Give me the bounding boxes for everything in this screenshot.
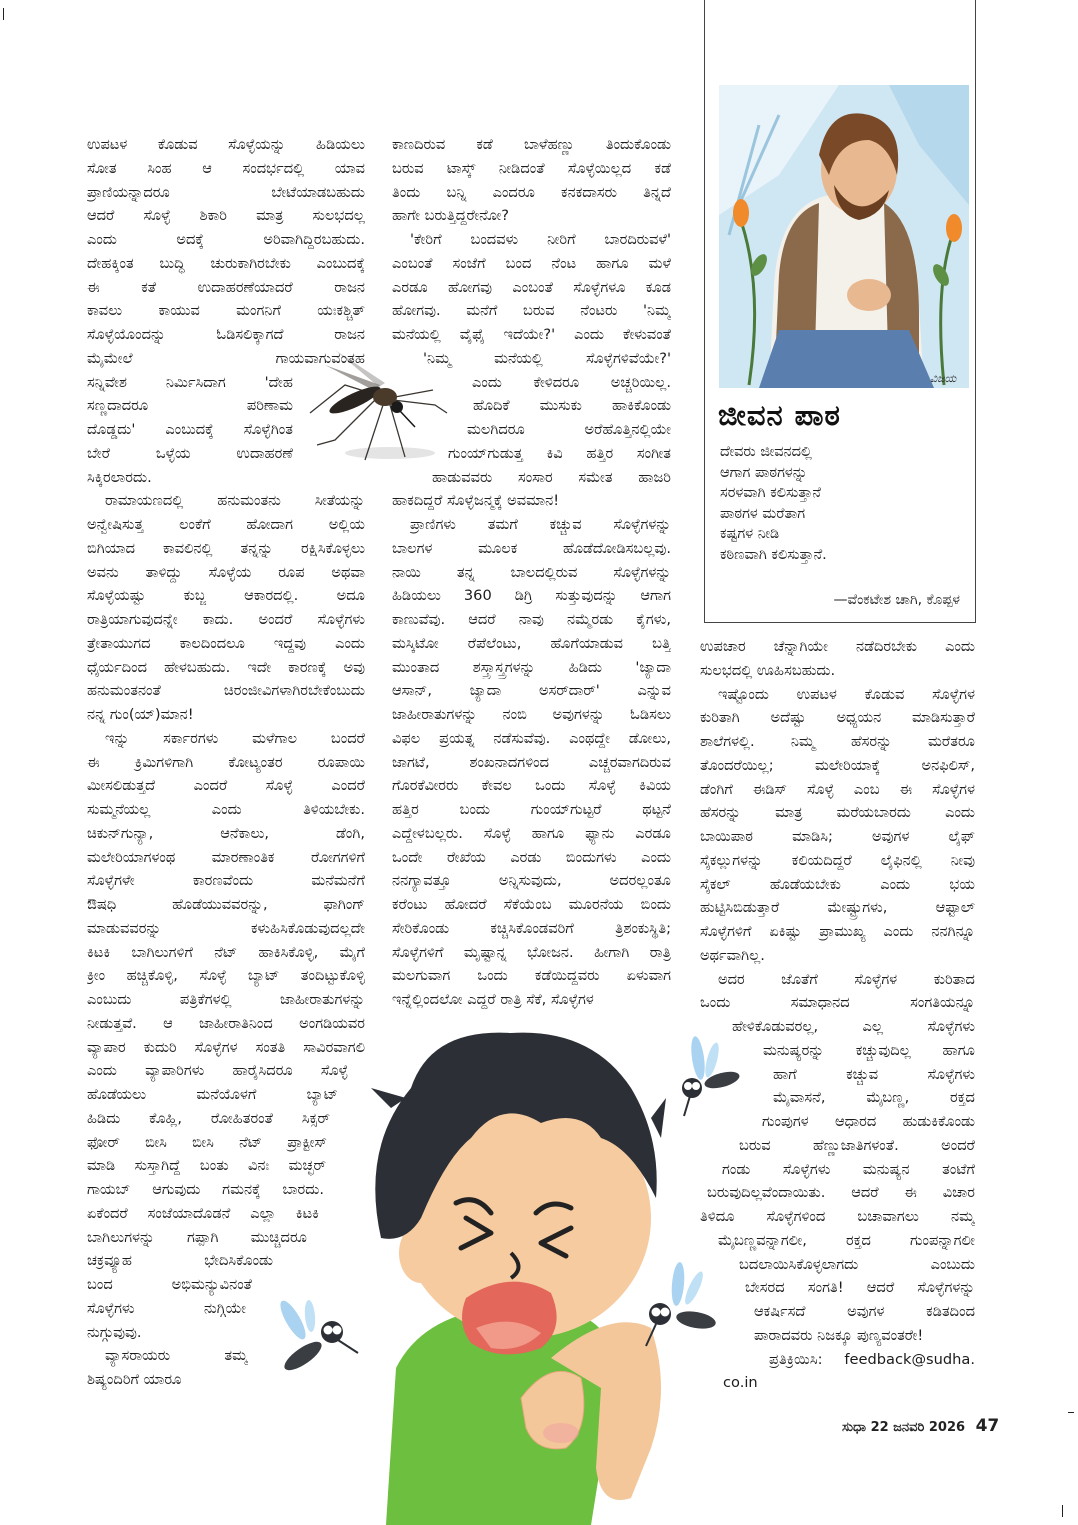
crop-mark	[1062, 1505, 1063, 1517]
article-text-line: ಕಾಣದಿರುವ ಕಡೆ ಬಾಳೆಹಣ್ಣು ತಿಂದುಕೊಂಡು	[392, 136, 671, 153]
article-text-line: ಮಲಗಿದರೂ ಅರೆಹೊತ್ತಿನಲ್ಲಿಯೇ	[467, 421, 671, 438]
article-text-line: ಎಂಬಂತೆ ಸಂಜೆಗೆ ಬಂದ ನೆಂಟ ಹಾಗೂ ಮಳೆ	[392, 254, 671, 272]
article-text-line: ಸೊಳ್ಳೆಯಷ್ಟು ಕುಬ್ಜ ಆಕಾರದಲ್ಲಿ. ಅದೂ	[87, 587, 365, 605]
article-text-line: ಕಾಣುವೆವು. ಆದರೆ ನಾವು ನಮ್ಮೆರಡು ಕೈಗಳು,	[392, 611, 671, 628]
article-text-line: ವ್ಯಾಸರಾಯರು ತಮ್ಮ	[105, 1347, 248, 1365]
issue-date: 22 ಜನವರಿ 2026	[870, 1420, 966, 1435]
article-text-line: ಬರುವ ಹೆಣ್ಣುಜಾತಿಗಳಂತೆ. ಅಂದರೆ	[739, 1136, 975, 1154]
page-number: 47	[975, 1416, 1000, 1436]
article-text-line: ತೊಂದರೆಯಿಲ್ಲ; ಮಲೇರಿಯಾಕ್ಕೆ ಅನಫಿಲಿಸ್,	[700, 756, 975, 774]
article-text-line: ಬರುವುದಿಲ್ಲವೆಂದಾಯಿತು. ಆದರೆ ಈ ವಿಚಾರ	[707, 1184, 975, 1202]
article-text-line: ಎಂಬುದು ಪತ್ರಿಕೆಗಳಲ್ಲಿ ಜಾಹೀರಾತುಗಳನ್ನು	[87, 991, 365, 1008]
article-text-line: ಸೈಕಲ್ಲುಗಳನ್ನು ಕಲಿಯದಿದ್ದರೆ ಲೈಫಿನಲ್ಲಿ ನೀವು	[700, 851, 975, 869]
article-text-line: ಮಸ್ಕಿಟೋ ರೆಪೆಲೆಂಟು, ಹೊಗೆಯಾಡುವ ಬತ್ತಿ	[392, 634, 671, 652]
article-text-line: ನನ್ನ ಗುಂ(ಯ್)ಮಾನ!	[87, 706, 194, 723]
article-text-line: ಹಾಡುವವರು ಸಂಸಾರ ಸಮೇತ ಹಾಜರಿ	[432, 468, 671, 486]
article-text-line: ಮೈಬಣ್ಣವನ್ನಾಗಲೀ, ರಕ್ತದ ಗುಂಪನ್ನಾಗಲೀ	[718, 1231, 975, 1249]
article-text-line: ಅರ್ಥವಾಗಿಲ್ಲ.	[700, 946, 765, 964]
article-text-line: ಬರುವ ಟಾಸ್ಕ್ ನೀಡಿದಂತೆ ಸೊಳ್ಳೆಯಿಲ್ಲದ ಕಡೆ	[392, 159, 671, 177]
sidebar-illustration-man	[719, 85, 969, 388]
article-text-line: ಪ್ರತಿಕ್ರಿಯಿಸಿ: feedback@sudha.	[769, 1350, 975, 1368]
article-text-line: ಶಾಲೆಗಳಲ್ಲಿ. ನಿಮ್ಮ ಹೆಸರನ್ನು ಮರೆತರೂ	[700, 733, 975, 750]
article-text-line: ಮೈವಾಸನೆ, ಮೈಬಣ್ಣ, ರಕ್ತದ	[773, 1089, 975, 1107]
article-text-line: ಗುಂಯ್‌ಗುಡುತ್ತ ಕಿವಿ ಹತ್ತಿರ ಸಂಗೀತ	[448, 444, 671, 462]
article-text-line: ಹೊಡೆಯಲು ಮನೆಯೊಳಗೆ ಬ್ಯಾಟ್	[87, 1086, 338, 1103]
article-text-line: ಮಲಗುವಾಗ ಒಂದು ಕಡೆಯಿದ್ದವರು ಏಳುವಾಗ	[392, 967, 671, 985]
article-text-line: ಸೊಳ್ಳೆಗಳು ನುಗ್ಗಿಯೇ	[87, 1299, 246, 1317]
article-text-line: ಔಷಧಿ ಹೊಡೆಯುವವರನ್ನು, ಫಾಗಿಂಗ್	[87, 896, 365, 913]
article-text-line: ಕುರಿತಾಗಿ ಅದೆಷ್ಟು ಅಧ್ಯಯನ ಮಾಡಿಸುತ್ತಾರೆ	[700, 709, 975, 727]
article-text-line: ಬಿಗಿಯಾದ ಕಾವಲಿನಲ್ಲಿ ತನ್ನನ್ನು ರಕ್ಷಿಸಿಕೊಳ್ಳಲು	[87, 539, 365, 557]
article-text-line: ವಿಫಲ ಪ್ರಯತ್ನ ನಡೆಸುವೆವು. ಎಂಥದ್ದೇ ಡೋಲು,	[392, 729, 671, 747]
article-text-line: ಬೇರೆ ಒಳ್ಳೆಯ ಉದಾಹರಣೆ	[87, 444, 293, 462]
article-text-line: ಮಲೇರಿಯಾಗಳಂಥ ಮಾರಣಾಂತಿಕ ರೋಗಗಳಿಗೆ	[87, 848, 365, 866]
article-text-line: ಕಿಟಕಿ ಬಾಗಿಲುಗಳಿಗೆ ನೆಟ್ ಹಾಕಿಸಿಕೊಳ್ಳಿ, ಮೈಗೆ	[87, 943, 365, 961]
article-text-line: ಮುಂತಾದ ಶಸ್ತ್ರಾಸ್ತ್ರಗಳನ್ನು ಹಿಡಿದು 'ಜ್ಯಾದಾ	[392, 658, 671, 676]
article-text-line: ಎಂದು ವ್ಯಾಪಾರಿಗಳು ಹಾರೈಸಿದರೂ ಸೊಳ್ಳೆ	[87, 1062, 348, 1080]
article-text-line: ಹಾಕದಿದ್ದರೆ ಸೊಳ್ಳೆಜನ್ಮಕ್ಕೆ ಅವಮಾನ!	[392, 492, 560, 510]
article-text-line: ಹಾಗೆ ಕಚ್ಚುವ ಸೊಳ್ಳೆಗಳು	[773, 1065, 975, 1083]
poem-line: ಆಗಾಗ ಪಾಠಗಳನ್ನು	[720, 464, 808, 481]
article-text-line: ಎರಡೂ ಹೋಗವು ಎಂಬಂತೆ ಸೊಳ್ಳೆಗಳೂ ಕೂಡ	[392, 278, 671, 296]
article-text-line: ಪ್ರಾಣಿಗಳು ತಮಗೆ ಕಚ್ಚುವ ಸೊಳ್ಳೆಗಳನ್ನು	[410, 516, 671, 533]
article-text-line: ಬೇಸರದ ಸಂಗತಿ! ಆದರೆ ಸೊಳ್ಳೆಗಳನ್ನು	[745, 1279, 975, 1297]
article-text-line: ಸಣ್ಣದಾದರೂ ಪರಿಣಾಮ	[87, 397, 293, 415]
poem-line: ಕಠಿಣವಾಗಿ ಕಲಿಸುತ್ತಾನೆ.	[720, 547, 827, 563]
cartoon-mosquito-icon	[268, 1298, 363, 1378]
article-text-line: ಏಕೆಂದರೆ ಸಂಜೆಯಾದೊಡನೆ ಎಲ್ಲಾ ಕಿಟಕಿ	[87, 1204, 319, 1222]
article-text-line: ಹೆಸರನ್ನು ಮಾತ್ರ ಮರೆಯಬಾರದು ಎಂದು	[700, 804, 975, 822]
article-text-line: ಕರೆಂಟು ಹೋದರೆ ಸೆಕೆಯೆಂಬ ಮೂರನೆಯ ಬಿಂದು	[392, 896, 671, 913]
article-text-line: ಇನ್ನೆಲ್ಲಿಂದಲೋ ಎದ್ದರೆ ರಾತ್ರಿ ಸೆಕೆ, ಸೊಳ್ಳೆಗಳ	[392, 991, 594, 1008]
article-text-line: ಅವನು ತಾಳಿದ್ದು ಸೊಳ್ಳೆಯ ರೂಪ ಅಥವಾ	[87, 563, 365, 581]
illustration-signature: ವಿಜಯ	[930, 372, 957, 385]
article-text-line: ದೊಡ್ಡದು' ಎಂಬುದಕ್ಕೆ ಸೊಳ್ಳೆಗಿಂತ	[87, 421, 293, 438]
article-text-line: ನುಗ್ಗುವುವು.	[87, 1323, 142, 1341]
article-text-line: ಫೋರ್ ಬೀಸಿ ಬೀಸಿ ನೆಟ್ ಪ್ರಾಕ್ಟೀಸ್	[87, 1133, 327, 1151]
page-footer	[842, 1416, 999, 1436]
article-text-line: ಸನ್ನಿವೇಶ ನಿರ್ಮಿಸಿದಾಗ 'ದೇಹ	[87, 373, 293, 391]
article-text-line: ಪಾರಾದವರು ನಿಜಕ್ಕೂ ಪುಣ್ಯವಂತರೇ!	[754, 1326, 924, 1344]
article-text-line: ಮಾಡಿ ಸುಸ್ತಾಗಿದ್ದೆ ಬಂತು ವಿನಃ ಮಚ್ಛರ್	[87, 1157, 326, 1175]
article-text-line: ಸೈಕಲ್ ಹೊಡೆಯಬೇಕು ಎಂದು ಭಯ	[700, 875, 975, 893]
article-text-line: ಹಿಡಿಯಲು 360 ಡಿಗ್ರಿ ಸುತ್ತುವುದನ್ನು ಆಗಾಗ	[392, 587, 671, 605]
article-text-line: ಸೊಳ್ಳೆಗಳಿಗೆ ಏಕಿಷ್ಟು ಪ್ರಾಮುಖ್ಯ ಎಂದು ನನಗಿನ್ನೂ	[700, 923, 975, 940]
article-text-line: ಬಾಗಿಲುಗಳನ್ನು ಗಪ್ಪಾಗಿ ಮುಚ್ಚಿದರೂ	[87, 1228, 307, 1246]
article-text-line: ಹುಟ್ಟಿಸಿಬಿಡುತ್ತಾರೆ ಮೇಷ್ಟ್ರುಗಳು, ಆಫ್ಟಾಲ್	[700, 899, 975, 917]
article-text-line: ಒಂದು ಸಮಾಧಾನದ ಸಂಗತಿಯನ್ನೂ	[700, 994, 975, 1012]
article-text-line: 'ಕೇರಿಗೆ ಬಂದವಳು ನೀರಿಗೆ ಬಾರದಿರುವಳೆ'	[410, 231, 671, 248]
article-text-line: ಅನ್ವೇಷಿಸುತ್ತ ಲಂಕೆಗೆ ಹೋದಾಗ ಅಲ್ಲಿಯ	[87, 516, 365, 533]
article-text-line: 'ನಿಮ್ಮ ಮನೆಯಲ್ಲಿ ಸೊಳ್ಳೆಗಳಿವೆಯೇ?'	[423, 349, 671, 367]
article-text-line: ಬಾಯಿಪಾಠ ಮಾಡಿಸಿ; ಅವುಗಳ ಲೈಫ್	[700, 828, 975, 845]
article-text-line: ಮನುಷ್ಯರನ್ನು ಕಚ್ಚುವುದಿಲ್ಲ ಹಾಗೂ	[763, 1041, 975, 1059]
poem-line: ಕಷ್ಟಗಳ ನೀಡಿ	[720, 526, 780, 543]
article-text-line: ಹೋಗವು. ಮನೆಗೆ ಬರುವ ನೆಂಟರು 'ನಿಮ್ಮ	[392, 302, 671, 320]
article-text-line: ವ್ಯಾಪಾರ ಕುದುರಿ ಸೊಳ್ಳೆಗಳ ಸಂತತಿ ಸಾವಿರವಾಗಲಿ	[87, 1038, 365, 1056]
article-text-line: ತ್ರೇತಾಯುಗದ ಕಾಲದಿಂದಲೂ ಇದ್ದವು ಎಂದು	[87, 634, 365, 652]
article-text-line: ಅದರ ಜೊತೆಗೆ ಸೊಳ್ಳೆಗಳ ಕುರಿತಾದ	[718, 970, 975, 988]
cartoon-mosquito-icon	[638, 1262, 724, 1348]
article-text-line: ಚಕ್ರವ್ಯೂಹ ಭೇದಿಸಿಕೊಂಡು	[87, 1252, 273, 1270]
article-text-line: ಸೊಳ್ಳೆಗಳೇ ಕಾರಣವೆಂದು ಮನೆಮನೆಗೆ	[87, 872, 365, 890]
poem-line: ದೇವರು ಜೀವನದಲ್ಲಿ	[720, 444, 812, 460]
article-text-line: ಸೊಳ್ಳೆಯೊಂದನ್ನು ಓಡಿಸಲಿಕ್ಕಾಗದೆ ರಾಜನ	[87, 326, 365, 343]
article-text-line: ಬಾಲಗಳ ಮೂಲಕ ಹೊಡೆದೋಡಿಸಬಲ್ಲವು.	[392, 539, 671, 557]
article-text-line: ಪ್ರಾಣಿಯನ್ನಾದರೂ ಬೇಟೆಯಾಡಬಹುದು	[87, 183, 365, 201]
article-text-line: ಹನುಮಂತನಂತೆ ಚಿರಂಜೀವಿಗಳಾಗಿರಬೇಕೆಂಬುದು	[87, 682, 365, 700]
magazine-name: ಸುಧಾ	[842, 1420, 867, 1435]
article-text-line: ತಿಂದು ಬನ್ನಿ ಎಂದರೂ ಕನಕದಾಸರು ತಿನ್ನದೆ	[392, 183, 671, 201]
article-text-line: ಎದ್ದೇಳಬಲ್ಲರು. ಸೊಳ್ಳೆ ಹಾಗೂ ಫ್ಯಾನು ಎರಡೂ	[392, 824, 671, 842]
poem-title: ಜೀವನ ಪಾಠ	[718, 398, 841, 432]
poem-line: ಸರಳವಾಗಿ ಕಲಿಸುತ್ತಾನೆ	[720, 485, 821, 502]
article-text-line: ಇಷ್ಟೊಂದು ಉಪಟಳ ಕೊಡುವ ಸೊಳ್ಳೆಗಳ	[718, 685, 975, 703]
article-text-line: ಹತ್ತಿರ ಬಂದು ಗುಂಯ್‌ಗುಟ್ಟರೆ ಥಟ್ಟನೆ	[392, 801, 671, 818]
article-text-line: ಹೊದಿಕೆ ಮುಸುಕು ಹಾಕಿಕೊಂಡು	[473, 397, 671, 415]
article-text-line: ಸುಮ್ಮನೆಯಲ್ಲ ಎಂದು ತಿಳಿಯಬೇಕು.	[87, 801, 365, 818]
article-text-line: ಗಂಡು ಸೊಳ್ಳೆಗಳು ಮನುಷ್ಯನ ತಂಟೆಗೆ	[722, 1160, 975, 1178]
crop-mark	[3, 8, 4, 20]
article-text-line: ಮೈಮೇಲೆ ಗಾಯವಾಗುವಂತಹ	[87, 349, 365, 367]
article-text-line: ಎಂದು ಅದಕ್ಕೆ ಅರಿವಾಗಿದ್ದಿರಬಹುದು.	[87, 231, 365, 248]
article-text-line: ಶಿಷ್ಯಂದಿರಿಗೆ ಯಾರೂ	[87, 1371, 182, 1388]
article-text-line: ತಿಳಿದೂ ಸೊಳ್ಳೆಗಳಿಂದ ಬಚಾವಾಗಲು ನಮ್ಮ	[700, 1208, 975, 1225]
article-text-line: ಕಾವಲು ಕಾಯುವ ಮಂಗನಿಗೆ ಯಃಕಶ್ಚಿತ್	[87, 302, 365, 320]
article-text-line: co.in	[723, 1374, 758, 1392]
article-text-line: ಬದಲಾಯಿಸಿಕೊಳ್ಳಲಾಗದು ಎಂಬುದು	[739, 1255, 975, 1273]
article-text-line: ಗಾಯಬ್ ಆಗುವುದು ಗಮನಕ್ಕೆ ಬಾರದು.	[87, 1181, 324, 1198]
article-text-line: ಸೇರಿಕೊಂಡು ಕಚ್ಚಿಸಿಕೊಂಡವರಿಗೆ ತ್ರಿಶಂಕುಸ್ಥಿತಿ;	[392, 919, 671, 937]
article-text-line: ಇನ್ನು ಸರ್ಕಾರಗಳು ಮಳೆಗಾಲ ಬಂದರೆ	[105, 729, 365, 747]
cartoon-mosquito-icon	[672, 1036, 744, 1118]
article-text-line: ರಾತ್ರಿಯಾಗುವುದನ್ನೇ ಕಾದು. ಅಂದರೆ ಸೊಳ್ಳೆಗಳು	[87, 611, 365, 628]
poem-line: ಪಾಠಗಳ ಮರೆತಾಗ	[720, 505, 806, 522]
article-text-line: ಒಂದೇ ರೇಖೆಯ ಎರಡು ಬಿಂದುಗಳು ಎಂದು	[392, 848, 671, 866]
article-text-line: ಡೆಂಗಿಗೆ ಈಡಿಸ್ ಸೊಳ್ಳೆ ಎಂಬ ಈ ಸೊಳ್ಳೆಗಳ	[700, 780, 975, 798]
article-text-line: ಸೊಳ್ಳೆಗಳಿಗೆ ಮೃಷ್ಟಾನ್ನ ಭೋಜನ. ಹೀಗಾಗಿ ರಾತ್ರಿ	[392, 943, 671, 961]
article-text-line: ಗೊರಕೆವೀರರು ಕೇವಲ ಒಂದು ಸೊಳ್ಳೆ ಕಿವಿಯ	[392, 777, 671, 795]
article-text-line: ಬಂದ ಅಭಿಮನ್ಯುವಿನಂತೆ	[87, 1276, 252, 1293]
article-text-line: ಉಪಚಾರ ಚೆನ್ನಾಗಿಯೇ ನಡೆದಿರಬೇಕು ಎಂದು	[700, 638, 975, 655]
article-text-line: ಮೀಸಲಿಡುತ್ತದೆ ಎಂದರೆ ಸೊಳ್ಳೆ ಎಂದರೆ	[87, 777, 365, 795]
article-text-line: ಗುಂಪುಗಳ ಆಧಾರದ ಹುಡುಕಿಕೊಂಡು	[762, 1113, 975, 1130]
article-text-line: ಸಿಕ್ಕಿರಲಾರದು.	[87, 468, 152, 486]
article-text-line: ಸೋತ ಸಿಂಹ ಆ ಸಂದರ್ಭದಲ್ಲಿ ಯಾವ	[87, 159, 365, 177]
article-text-line: ಮಾಡುವವರನ್ನು ಕಳುಹಿಸಿಕೊಡುವುದಲ್ಲದೇ	[87, 919, 365, 937]
article-text-line: ಹಾಗೇ ಬರುತ್ತಿದ್ದರೇನೋ?	[392, 207, 510, 225]
article-text-line: ನನಗ್ಯಾವತ್ತೂ ಅನ್ನಿಸುವುದು, ಅದರಲ್ಲಂತೂ	[392, 872, 671, 890]
article-text-line: ಕ್ರೀಂ ಹಚ್ಚಿಕೊಳ್ಳಿ, ಸೊಳ್ಳೆ ಬ್ಯಾಟ್ ತಂದಿಟ್ಟುಕೊಳ್ಳಿ	[87, 967, 365, 985]
article-text-line: ಈ ಕ್ರಿಮಿಗಳಿಗಾಗಿ ಕೋಟ್ಯಂತರ ರೂಪಾಯಿ	[87, 753, 365, 771]
poem-author: —ವೆಂಕಟೇಶ ಚಾಗಿ, ಕೊಪ್ಪಳ	[833, 592, 960, 608]
article-text-line: ರಾಮಾಯಣದಲ್ಲಿ ಹನುಮಂತನು ಸೀತೆಯನ್ನು	[105, 492, 365, 510]
article-text-line: ಹೇಳಿಕೊಡುವರಲ್ಲ, ಎಲ್ಲ ಸೊಳ್ಳೆಗಳು	[732, 1018, 975, 1035]
article-text-line: ಜಾಹೀರಾತುಗಳನ್ನು ನಂಬಿ ಅವುಗಳನ್ನು ಓಡಿಸಲು	[392, 706, 671, 723]
article-text-line: ಆಕರ್ಷಿಸದೆ ಅವುಗಳ ಕಡಿತದಿಂದ	[754, 1303, 975, 1320]
article-text-line: ಮನೆಯಲ್ಲಿ ವೈಫೈ ಇದೆಯೇ?' ಎಂದು ಕೇಳುವಂತೆ	[392, 326, 671, 343]
article-text-line: ಜಾಗಟೆ, ಶಂಖನಾದಗಳಿಂದ ಎಚ್ಚರವಾಗದಿರುವ	[392, 753, 671, 771]
article-text-line: ಚಿಕುನ್‌ಗುನ್ಯಾ, ಆನೆಕಾಲು, ಡೆಂಗಿ,	[87, 824, 365, 842]
article-text-line: ಎಂದು ಕೇಳಿದರೂ ಅಚ್ಚರಿಯಿಲ್ಲ.	[472, 373, 671, 391]
article-text-line: ನೀಡುತ್ತವೆ. ಆ ಜಾಹೀರಾತಿನಿಂದ ಅಂಗಡಿಯವರ	[87, 1014, 365, 1032]
article-text-line: ನಾಯಿ ತನ್ನ ಬಾಲದಲ್ಲಿರುವ ಸೊಳ್ಳೆಗಳನ್ನು	[392, 563, 671, 581]
article-text-line: ಆಸಾನ್, ಜ್ಯಾದಾ ಅಸರ್‌ದಾರ್' ಎನ್ನುವ	[392, 682, 671, 700]
article-text-line: ಉಪಟಳ ಕೊಡುವ ಸೊಳ್ಳೆಯನ್ನು ಹಿಡಿಯಲು	[87, 136, 365, 153]
article-text-line: ಧೈರ್ಯದಿಂದ ಹೇಳಬಹುದು. ಇದೇ ಕಾರಣಕ್ಕೆ ಅವು	[87, 658, 365, 676]
article-text-line: ಸುಲಭದಲ್ಲಿ ಊಹಿಸಬಹುದು.	[700, 661, 836, 679]
article-text-line: ಹಿಡಿದು ಕೊಹ್ಲಿ, ರೋಹಿತರಂತೆ ಸಿಕ್ಸರ್	[87, 1109, 330, 1127]
article-text-line: ಆದರೆ ಸೊಳ್ಳೆ ಶಿಕಾರಿ ಮಾತ್ರ ಸುಲಭದಲ್ಲ	[87, 207, 365, 225]
crop-mark	[1068, 1412, 1074, 1413]
article-text-line: ದೇಹಕ್ಕಿಂತ ಬುದ್ಧಿ ಚುರುಕಾಗಿರಬೇಕು ಎಂಬುದಕ್ಕೆ	[87, 254, 365, 272]
article-text-line: ಈ ಕತೆ ಉದಾಹರಣೆಯಾದರೆ ರಾಜನ	[87, 278, 365, 296]
